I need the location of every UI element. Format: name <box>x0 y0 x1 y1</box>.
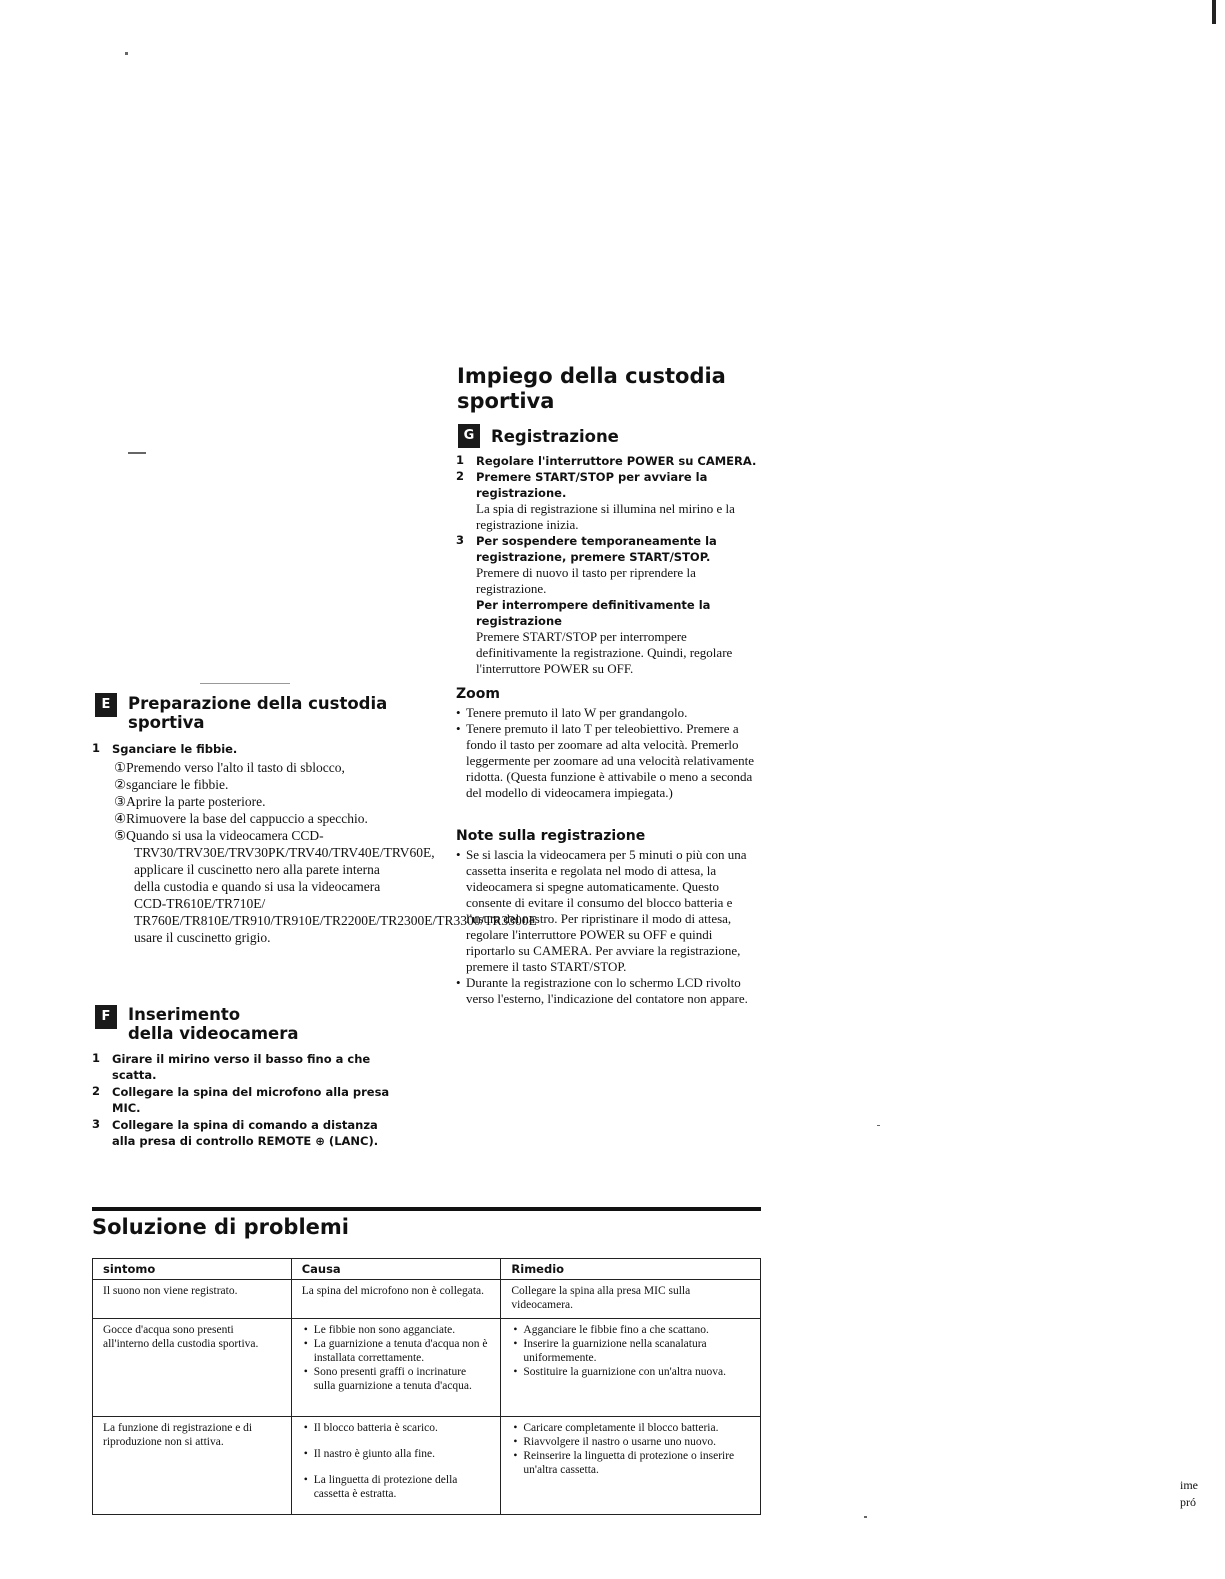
troubleshooting-table <box>92 1258 761 1515</box>
scan-speck <box>125 52 128 55</box>
table-row <box>93 1280 761 1319</box>
symptom-cell: Gocce d'acqua sono presenti all'interno della custodia sportiva. <box>93 1319 292 1417</box>
step-number: 1 <box>92 741 101 755</box>
step-number: 3 <box>92 1117 101 1131</box>
step-title: Premere START/STOP per avviare la registrazione. <box>476 470 708 500</box>
step-3 <box>92 1117 402 1149</box>
symptom-cell: Il suono non viene registrato. <box>93 1280 292 1319</box>
zoom-title: Zoom <box>456 686 500 702</box>
column-header: Causa <box>291 1259 501 1280</box>
step-title: Collegare la spina del microfono alla presa MIC. <box>112 1085 390 1115</box>
step-subtitle: Per interrompere definitivamente la registrazione <box>476 598 711 628</box>
step-title: Sganciare le fibbie. <box>112 742 238 756</box>
step-body: La spia di registrazione si illumina nel mirino e la registrazione inizia. <box>476 501 735 532</box>
list-item: • Se si lascia la videocamera per 5 minuti o più con una cassetta inserita e regolata nel modo di attesa, la videocamera si spegne automaticamente. Questo consente di evitare il consumo del blocco batteria e l'usura del nastro. Per ripristinare il modo di attesa, regolare l'interruttore POWER su OFF e quindi riportarlo su CAMERA. Per avviare la registrazione, premere il tasto START/STOP. <box>456 847 761 975</box>
list-item: • Tenere premuto il lato W per grandangolo. <box>456 705 761 721</box>
edge-fragment: ime <box>1180 1478 1198 1492</box>
scan-speck <box>877 1125 880 1126</box>
section-g-title: Registrazione <box>491 427 619 446</box>
step-number: 1 <box>456 453 465 467</box>
list-item: ⑤Quando si usa la videocamera CCD-TRV30/TRV30E/TRV30PK/TRV40/TRV40E/TRV60E, applicare il cuscinetto nero alla parete interna della custodia e quando si usa la videocamera CCD-TR610E/TR710E/ TR760E/TR810E/TR910/TR910E/TR2200E/TR2300E/TR3300/TR3300E usare il cuscinetto grigio. <box>114 828 537 945</box>
list-item: • Inserire la guarnizione nella scanalatura uniformemente. <box>511 1337 750 1365</box>
section-g-steps <box>456 453 761 677</box>
step-1 <box>92 1051 402 1083</box>
troubleshooting-title: Soluzione di problemi <box>92 1215 349 1239</box>
step-number: 2 <box>456 469 465 483</box>
list-item: • Caricare completamente il blocco batteria. <box>511 1421 750 1435</box>
list-item: • Il blocco batteria è scarico. <box>302 1421 491 1435</box>
list-item: • Agganciare le fibbie fino a che scattano. <box>511 1323 750 1337</box>
section-f-title-line1: Inserimento <box>128 1005 241 1024</box>
list-item: ①Premendo verso l'alto il tasto di sblocco, <box>114 760 345 775</box>
step-title: Collegare la spina di comando a distanza alla presa di controllo REMOTE ⊕ (LANC). <box>112 1118 379 1148</box>
list-item: • Tenere premuto il lato T per teleobiettivo. Premere a fondo il tasto per zoomare ad alta velocità. Premerlo leggermente per zoomare ad una velocità relativamente ridotta. (Questa funzione è attivabile o meno a seconda del modello di videocamera impiegata.) <box>456 721 761 801</box>
scan-speck <box>128 452 146 454</box>
section-f-badge: F <box>95 1005 117 1029</box>
step-title: Girare il mirino verso il basso fino a che scatta. <box>112 1052 371 1082</box>
list-item: ④Rimuovere la base del cappuccio a specchio. <box>114 811 368 826</box>
zoom-bullets <box>456 705 761 801</box>
table-header-row <box>93 1259 761 1280</box>
cause-cell <box>291 1417 501 1515</box>
table-row <box>93 1319 761 1417</box>
symptom-cell: La funzione di registrazione e di riproduzione non si attiva. <box>93 1417 292 1515</box>
list-item: ②sganciare le fibbie. <box>114 777 229 792</box>
step-subbody: Premere START/STOP per interrompere definitivamente la registrazione. Quindi, regolare l'interruttore POWER su OFF. <box>476 629 733 676</box>
section-f-steps <box>92 1051 402 1149</box>
step-1-items <box>92 759 537 946</box>
step-number: 3 <box>456 533 465 547</box>
step-3 <box>456 533 761 677</box>
section-e-badge: E <box>95 693 117 717</box>
list-item: • Sono presenti graffi o incrinature sulla guarnizione a tenuta d'acqua. <box>302 1365 491 1393</box>
scan-speck <box>864 1516 867 1518</box>
list-item: • La linguetta di protezione della cassetta è estratta. <box>302 1473 491 1501</box>
list-item: • Reinserire la linguetta di protezione o inserire un'altra cassetta. <box>511 1449 750 1477</box>
section-f-title <box>128 1005 403 1043</box>
notes-bullets <box>456 847 761 1007</box>
scan-speck <box>1212 0 1216 24</box>
section-e-title: Preparazione della custodia sportiva <box>128 694 388 732</box>
list-item: • Il nastro è giunto alla fine. <box>302 1447 491 1461</box>
step-2 <box>92 1084 402 1116</box>
notes-title: Note sulla registrazione <box>456 828 646 844</box>
list-item: • Riavvolgere il nastro o usarne uno nuovo. <box>511 1435 750 1449</box>
section-f-title-line2: della videocamera <box>128 1024 299 1043</box>
list-item: • Le fibbie non sono agganciate. <box>302 1323 491 1337</box>
remedy-cell <box>501 1319 761 1417</box>
edge-fragment: pró <box>1180 1495 1196 1509</box>
step-1 <box>92 741 402 757</box>
list-item: • Durante la registrazione con lo schermo LCD rivolto verso l'esterno, l'indicazione del contatore non appare. <box>456 975 761 1007</box>
step-number: 2 <box>92 1084 101 1098</box>
cause-cell <box>291 1319 501 1417</box>
column-header: Rimedio <box>501 1259 761 1280</box>
table-row <box>93 1417 761 1515</box>
step-2 <box>456 469 761 533</box>
main-title: Impiego della custodia sportiva <box>457 364 726 413</box>
step-title: Regolare l'interruttore POWER su CAMERA. <box>476 454 757 468</box>
remedy-cell <box>501 1417 761 1515</box>
remedy-cell: Collegare la spina alla presa MIC sulla videocamera. <box>501 1280 761 1319</box>
section-g-badge: G <box>458 424 480 448</box>
list-item: ③Aprire la parte posteriore. <box>114 794 266 809</box>
list-item: • Sostituire la guarnizione con un'altra nuova. <box>511 1365 750 1379</box>
column-header: sintomo <box>93 1259 292 1280</box>
section-e-steps <box>92 741 537 946</box>
step-title: Per sospendere temporaneamente la registrazione, premere START/STOP. <box>476 534 717 564</box>
scan-speck <box>200 683 290 684</box>
section-rule <box>92 1207 761 1211</box>
step-number: 1 <box>92 1051 101 1065</box>
step-1 <box>456 453 761 469</box>
step-body: Premere di nuovo il tasto per riprendere la registrazione. <box>476 565 696 596</box>
cause-cell: La spina del microfono non è collegata. <box>291 1280 501 1319</box>
list-item: • La guarnizione a tenuta d'acqua non è installata correttamente. <box>302 1337 491 1365</box>
